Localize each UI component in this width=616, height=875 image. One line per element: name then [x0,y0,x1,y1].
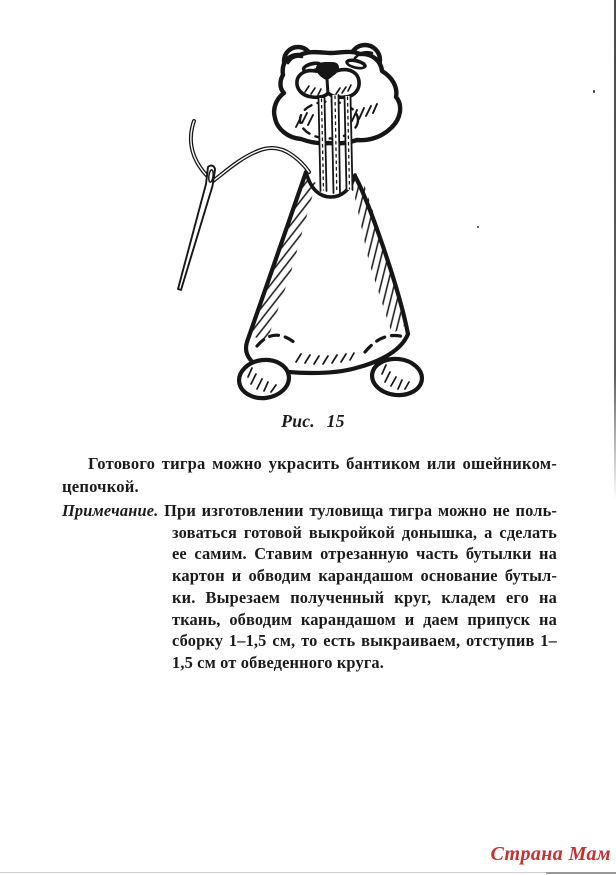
fabric-strips [318,95,353,193]
note-line: сборку 1–1,5 см, то есть выкраиваем, отступив 1– [172,631,557,651]
note-label: Примечание. [62,501,159,520]
paragraph [62,453,557,498]
scan-speck [477,226,479,228]
note-block [62,500,557,674]
note-line: картон и обводим карандашом основание бутыл- [172,566,557,586]
note-line: ткань, обводим карандашом и даем припуск на [172,609,557,629]
scan-edge-bottom-right-artifact [546,872,616,874]
note-line: зоваться готовой выкройкой донышка, а сделать [172,522,557,542]
body-cone [246,172,408,373]
note-line-text: При изготовлении туловища тигра можно не поль- [164,501,557,520]
note-line [62,500,557,522]
scan-edge-bottom-artifact [0,872,616,873]
needle [178,166,215,290]
note-line: ее самим. Ставим отрезанную часть бутылки на [172,544,557,564]
watermark: Страна Мам [490,843,611,865]
scan-speck [593,90,595,93]
note-line: ки. Вырезаем полученный круг, кладем его на [172,587,557,607]
paragraph-line: цепочкой. [62,476,139,496]
paragraph-line: Готового тигра можно украсить бантиком или ошейником- [88,454,557,473]
muzzle-center-line [327,79,328,94]
figure-tiger-bottle-drawing [160,20,470,410]
note-line: 1,5 см от обведенного круга. [172,652,385,672]
figure-caption: Рис. 15 [281,411,345,431]
